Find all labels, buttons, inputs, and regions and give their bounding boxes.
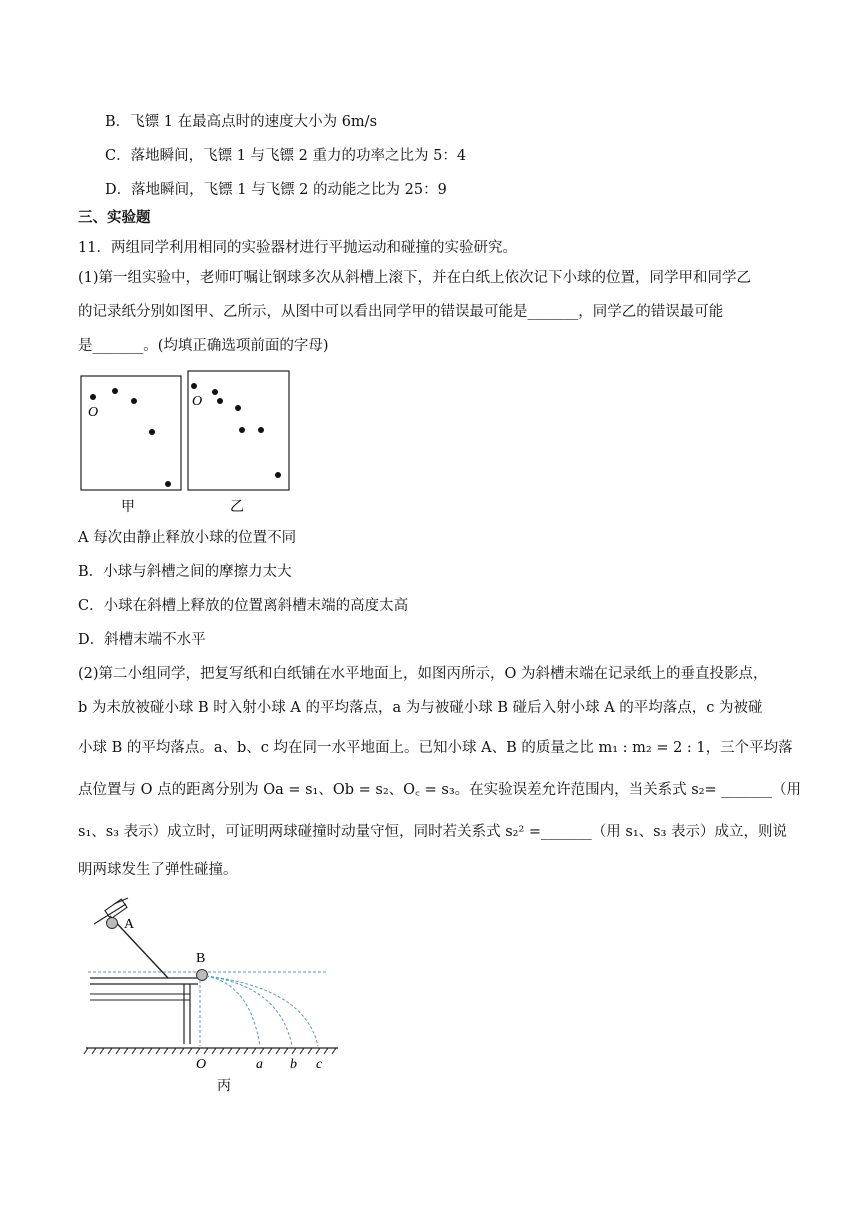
- option-b-q11: B．小球与斜槽之间的摩擦力太大: [78, 564, 292, 580]
- section-title: 三、实验题: [78, 209, 151, 226]
- q11-stem: 11．两组同学利用相同的实验器材进行平抛运动和碰撞的实验研究。: [78, 240, 517, 256]
- label-o: O: [196, 1057, 207, 1072]
- jia-dot: [112, 388, 118, 394]
- jia-caption: 甲: [121, 500, 135, 515]
- q11-part1-line1: (1)第一组实验中，老师叮嘱让钢球多次从斜槽上滚下，并在白纸上依次记下小球的位置，同学甲和同学乙: [78, 270, 752, 286]
- yi-dot: [217, 398, 223, 404]
- yi-dot: [239, 427, 245, 433]
- option-b: B．飞镖 1 在最高点时的速度大小为 6m/s: [105, 114, 378, 130]
- q11-part2-line4: 点位置与 O 点的距离分别为 Oa = s₁、Ob = s₂、O꜀ = s₃。在实验误差允许范围内，当关系式 s₂= _______（用: [78, 782, 802, 798]
- label-a-ball: A: [124, 917, 135, 932]
- option-c: C．落地瞬间，飞镖 1 与飞镖 2 重力的功率之比为 5：4: [105, 148, 467, 164]
- label-b-point: b: [290, 1057, 297, 1072]
- option-a-q11: A 每次由静止释放小球的位置不同: [78, 530, 297, 546]
- yi-dot: [258, 427, 264, 433]
- option-c-q11: C．小球在斜槽上释放的位置离斜槽末端的高度太高: [78, 598, 409, 614]
- jia-o-label: O: [88, 405, 99, 420]
- label-c-point: c: [316, 1057, 323, 1072]
- q11-part2-line1: (2)第二小组同学，把复写纸和白纸铺在水平地面上，如图丙所示，O 为斜槽末端在记录纸上的垂直投影点，: [78, 666, 768, 682]
- figure-bing: [80, 896, 350, 1096]
- yi-dot: [275, 472, 281, 478]
- option-d-q11: D．斜槽末端不水平: [78, 632, 206, 648]
- yi-dot: [235, 405, 241, 411]
- jia-dot: [165, 481, 171, 487]
- yi-dot: [191, 383, 197, 389]
- q11-part2-line2: b 为未放被碰小球 B 时入射小球 A 的平均落点，a 为与被碰小球 B 碰后入射小球 A 的平均落点，c 为被碰: [78, 700, 763, 716]
- option-d: D．落地瞬间，飞镖 1 与飞镖 2 的动能之比为 25：9: [105, 182, 447, 198]
- yi-caption: 乙: [230, 500, 244, 515]
- label-b-ball: B: [196, 951, 206, 966]
- figure-jia-yi: [78, 368, 298, 516]
- yi-o-label: O: [192, 394, 203, 409]
- ball-b: [197, 970, 208, 981]
- q11-part2-line3: 小球 B 的平均落点。a、b、c 均在同一水平地面上。已知小球 A、B 的质量之比 m₁ : m₂ = 2 : 1，三个平均落: [78, 740, 793, 756]
- q11-part2-line6: 明两球发生了弹性碰撞。: [78, 862, 238, 878]
- jia-dot: [149, 429, 155, 435]
- q11-part2-line5: s₁、s₃ 表示）成立时，可证明两球碰撞时动量守恒，同时若关系式 s₂² =_______（用 s₁、s₃ 表示）成立，则说: [78, 824, 788, 840]
- jia-dot: [90, 394, 96, 400]
- ball-a: [107, 918, 118, 929]
- label-a-point: a: [256, 1057, 263, 1072]
- caption-bing: 丙: [217, 1079, 231, 1094]
- yi-dot: [212, 389, 218, 395]
- q11-part1-line3: 是_______。(均填正确选项前面的字母): [78, 338, 329, 354]
- q11-part1-line2: 的记录纸分别如图甲、乙所示，从图中可以看出同学甲的错误最可能是_______，同学乙的错误最可能: [78, 304, 724, 320]
- jia-dot: [131, 398, 137, 404]
